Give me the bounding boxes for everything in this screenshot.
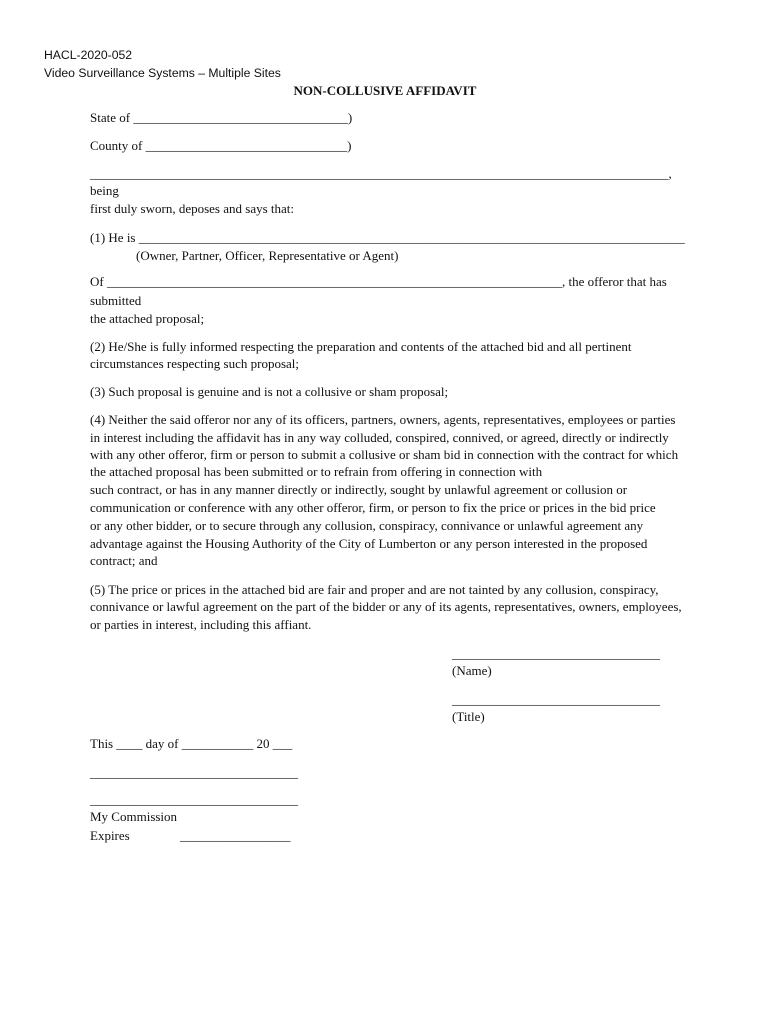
item-5-line-2: connivance or lawful agreement on the part of the bidder or any of its agents, representatives, owners, employees,: [90, 599, 682, 614]
item-3-text: (3) Such proposal is genuine and is not a collusive or sham proposal;: [90, 384, 449, 399]
item-1-line: (1) He is ____________________________________________________________________________________: [90, 230, 685, 245]
state-line: State of _________________________________): [90, 110, 353, 125]
item-4-line-9: contract; and: [90, 553, 158, 568]
signature-name-line: ________________________________: [452, 646, 660, 661]
notary-signature-line-2: ________________________________: [90, 792, 298, 807]
being-text: being: [90, 183, 119, 198]
notary-signature-line-1: ________________________________: [90, 765, 298, 780]
expires-label: Expires: [90, 828, 130, 843]
expires-line: _________________: [180, 828, 291, 843]
signature-title-label: (Title): [452, 709, 485, 724]
item-4-line-2: in interest including the affidavit has in any way colluded, conspired, connived, or agreed, directly or indirectly: [90, 430, 669, 445]
affiant-name-line: _________________________________________________________________________________________,: [90, 166, 672, 181]
page-title: NON-COLLUSIVE AFFIDAVIT: [293, 83, 477, 98]
notary-date-line: This ____ day of ___________ 20 ___: [90, 736, 293, 751]
submitted-text: submitted: [90, 293, 142, 308]
item-2-line-2: circumstances respecting such proposal;: [90, 356, 300, 371]
commission-label: My Commission: [90, 809, 178, 824]
signature-title-line: ________________________________: [452, 692, 660, 707]
offeror-line: Of ______________________________________________________________________, the offeror that has: [90, 274, 667, 289]
document-number: HACL-2020-052: [44, 48, 133, 62]
signature-name-label: (Name): [452, 663, 492, 678]
item-4-line-6: communication or conference with any other offeror, firm, or person to fix the price or prices in the bid price: [90, 500, 656, 515]
item-4-line-4: the attached proposal has been submitted or to refrain from offering in connection with: [90, 464, 543, 479]
project-title: Video Surveillance Systems – Multiple Sites: [44, 66, 281, 80]
proposal-text: the attached proposal;: [90, 311, 205, 326]
item-4-line-1: (4) Neither the said offeror nor any of its officers, partners, owners, agents, representatives, employees or parties: [90, 412, 676, 427]
county-line: County of _______________________________): [90, 138, 352, 153]
item-4-line-5: such contract, or has in any manner directly or indirectly, sought by unlawful agreement or collusion or: [90, 482, 628, 497]
item-2-line-1: (2) He/She is fully informed respecting the preparation and contents of the attached bid and all pertinent: [90, 339, 632, 354]
item-5-line-3: or parties in interest, including this affiant.: [90, 617, 312, 632]
item-4-line-3: with any other offeror, firm or person to submit a collusive or sham bid in connection with the contract for which: [90, 447, 679, 462]
item-5-line-1: (5) The price or prices in the attached bid are fair and proper and are not tainted by any collusion, conspiracy,: [90, 582, 659, 597]
item-4-line-8: advantage against the Housing Authority of the City of Lumberton or any person interested in the proposed: [90, 536, 648, 551]
item-4-line-7: or any other bidder, or to secure through any collusion, conspiracy, connivance or unlawful agreement any: [90, 518, 644, 533]
item-1-roles: (Owner, Partner, Officer, Representative or Agent): [136, 248, 399, 263]
sworn-text: first duly sworn, deposes and says that:: [90, 201, 295, 216]
